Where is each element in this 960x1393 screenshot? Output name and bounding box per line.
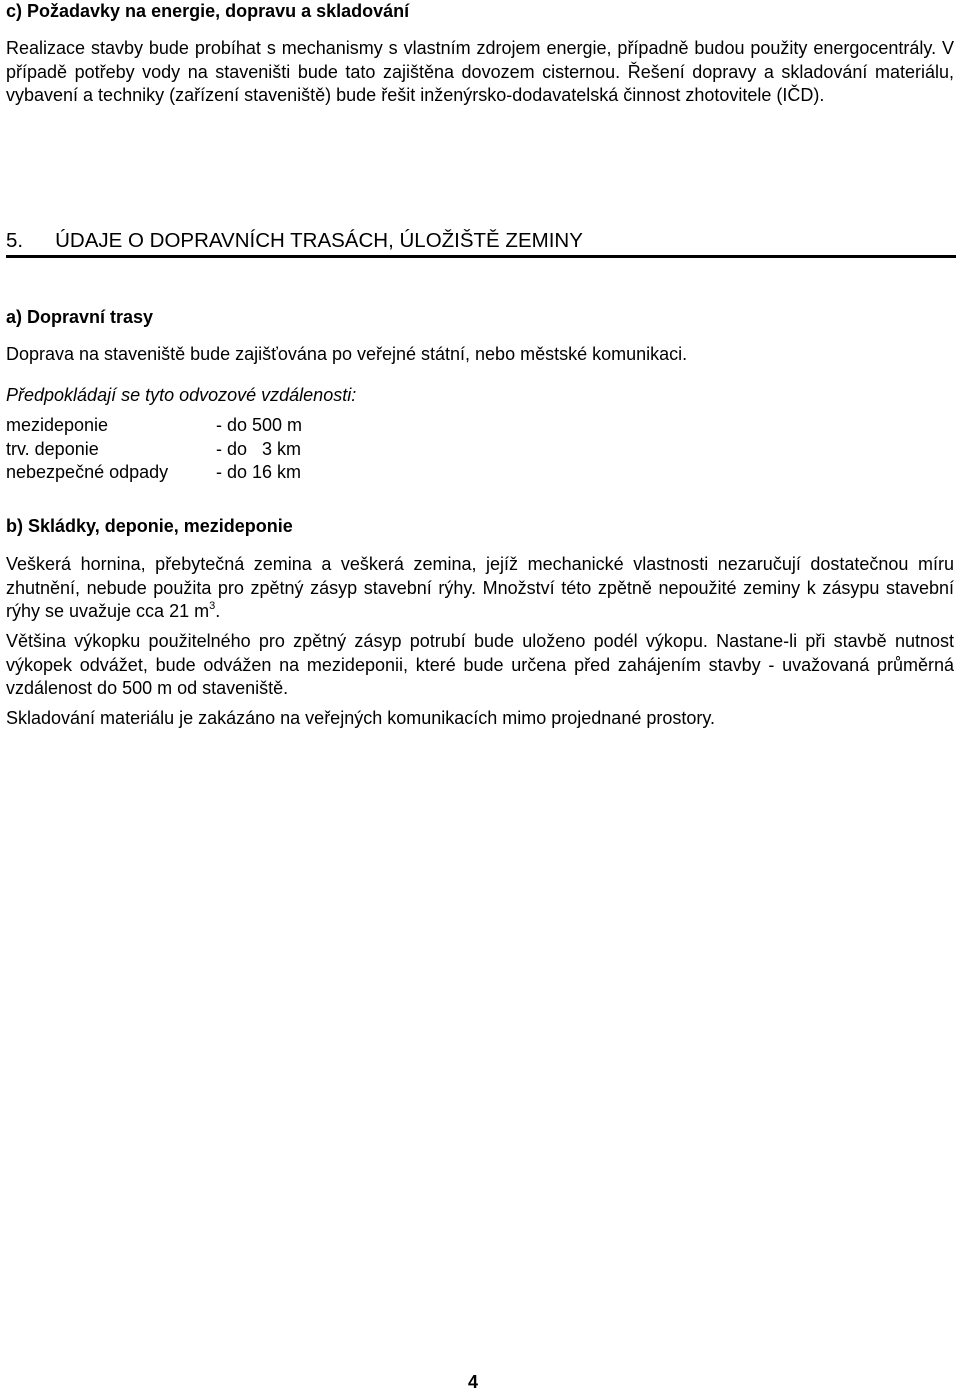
distance-name: trv. deponie xyxy=(6,438,99,459)
section-c-paragraph: Realizace stavby bude probíhat s mechanismy s vlastním zdrojem energie, případně budou použity energocentrály. V případě potřeby vody na staveništi bude tato zajištěna dovozem cisternou. Řešení dopravy a skladování materiálu, vybavení a techniky (zařízení staveniště) bude řešit inženýrsko-dodavatelská činnost zhotovitele (IČD). xyxy=(6,38,954,105)
subsection-a xyxy=(6,306,954,328)
distance-value: - do 16 km xyxy=(216,462,302,482)
distance-name: nebezpečné odpady xyxy=(6,462,169,482)
distance-row xyxy=(6,461,302,485)
document-page xyxy=(6,0,954,1392)
subsection-b-body-1 xyxy=(6,553,954,624)
paragraph-1-end: . xyxy=(215,601,221,621)
distances-table-block xyxy=(6,414,954,485)
subsection-b-paragraph-3: Skladování materiálu je zakázáno na veřejných komunikacích mimo projednané prostory. xyxy=(6,708,716,728)
section-5-number: 5. xyxy=(6,229,24,252)
paragraph-1-text: Veškerá hornina, přebytečná zemina a veškerá zemina, jejíž mechanické vlastnosti nezaručují dostatečnou míru zhutnění, nebude použita pro zpětný zásyp stavební rýhy. Množství této zpětně nepoužité zeminy k zásypu stavební rýhy se uvažuje cca 21 m xyxy=(6,554,954,621)
distance-row xyxy=(6,438,302,462)
distances-intro: Předpokládají se tyto odvozové vzdálenosti: xyxy=(6,385,357,405)
subsection-b-body-3 xyxy=(6,707,954,731)
subsection-a-heading: a) Dopravní trasy xyxy=(6,307,154,327)
section-c-heading: c) Požadavky na energie, dopravu a skladování xyxy=(6,1,410,21)
section-5-title xyxy=(6,228,954,254)
section-c-body xyxy=(6,37,954,108)
subsection-b-heading: b) Skládky, deponie, mezideponie xyxy=(6,516,293,536)
distance-row xyxy=(6,414,302,438)
distance-name: mezideponie xyxy=(6,415,109,435)
distances-intro-block xyxy=(6,384,954,408)
cubic-superscript: 3 xyxy=(209,600,216,612)
section-c xyxy=(6,0,954,22)
page-number: 4 xyxy=(468,1372,479,1392)
subsection-a-body xyxy=(6,343,954,367)
distances-table xyxy=(6,414,302,485)
distance-value: - do 3 km xyxy=(216,438,302,459)
subsection-b-body-2 xyxy=(6,630,954,701)
subsection-b-paragraph-2: Většina výkopku použitelného pro zpětný zásyp potrubí bude uloženo podél výkopu. Nastane-li při stavbě nutnost výkopek odvážet, bude odvážen na mezideponii, které bude určena před zahájením stavby - uvažovaná průměrná vzdálenost do 500 m od staveniště. xyxy=(6,631,954,698)
section-5-rule xyxy=(6,255,956,258)
subsection-a-paragraph: Doprava na staveniště bude zajišťována po veřejné státní, nebo městské komunikaci. xyxy=(6,344,688,364)
distance-value: - do 500 m xyxy=(216,415,303,435)
subsection-b xyxy=(6,515,954,537)
section-5-title-text: ÚDAJE O DOPRAVNÍCH TRASÁCH, ÚLOŽIŠTĚ ZEMINY xyxy=(55,229,583,252)
subsection-b-paragraph-1 xyxy=(6,553,954,624)
